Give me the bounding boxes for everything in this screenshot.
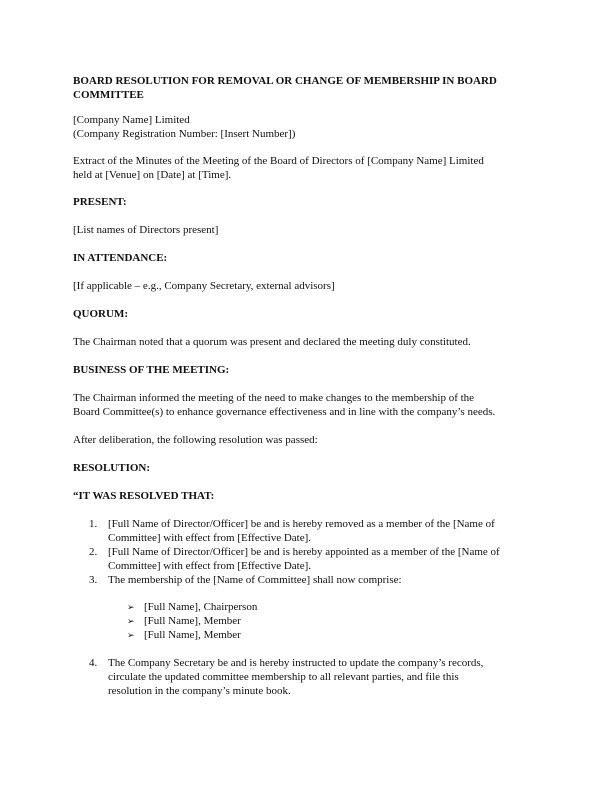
present-text: [List names of Directors present] <box>73 224 219 236</box>
business-heading: BUSINESS OF THE MEETING: <box>73 364 230 376</box>
resolution-heading: RESOLUTION: <box>73 462 151 474</box>
company-name: [Company Name] Limited <box>73 114 190 126</box>
extract-line-1: Extract of the Minutes of the Meeting of the Board of Directors of [Company Name] Limited <box>73 155 484 167</box>
document-title <box>73 74 553 102</box>
item-text <box>108 573 558 587</box>
present-heading: PRESENT: <box>73 196 127 208</box>
member-item: [Full Name], Member <box>144 629 241 641</box>
item-number: 3. <box>89 574 98 586</box>
business-line-2: Board Committee(s) to enhance governance effectiveness and in line with the company’s needs. <box>73 406 496 418</box>
item-line: [Full Name of Director/Officer] be and is hereby appointed as a member of the [Name of <box>108 546 500 558</box>
company-registration: (Company Registration Number: [Insert Number]) <box>73 128 296 140</box>
item-text <box>108 517 558 545</box>
company-block <box>73 113 553 141</box>
item-line: resolution in the company’s minute book. <box>108 685 291 697</box>
resolved-heading: “IT WAS RESOLVED THAT: <box>73 490 215 502</box>
item-line: Committee] with effect from [Effective Date]. <box>108 560 312 572</box>
item-line: The Company Secretary be and is hereby instructed to update the company’s records, <box>108 657 484 669</box>
quorum-heading: QUORUM: <box>73 308 128 320</box>
item-line: The membership of the [Name of Committee] shall now comprise: <box>108 574 402 586</box>
arrow-bullet-icon: ➢ <box>127 602 135 612</box>
arrow-bullet-icon: ➢ <box>127 630 135 640</box>
attendance-text: [If applicable – e.g., Company Secretary, external advisors] <box>73 280 335 292</box>
arrow-bullet-icon: ➢ <box>127 616 135 626</box>
business-line-1: The Chairman informed the meeting of the need to make changes to the membership of the <box>73 392 475 404</box>
item-text <box>108 545 558 573</box>
quorum-text: The Chairman noted that a quorum was present and declared the meeting duly constituted. <box>73 336 471 348</box>
item-line: [Full Name of Director/Officer] be and is hereby removed as a member of the [Name of <box>108 518 495 530</box>
title-line-1: BOARD RESOLUTION FOR REMOVAL OR CHANGE OF MEMBERSHIP IN BOARD <box>73 75 497 87</box>
attendance-heading: IN ATTENDANCE: <box>73 252 168 264</box>
business-paragraph <box>73 391 553 419</box>
item-line: circulate the updated committee membership to all relevant parties, and file this <box>108 671 459 683</box>
extract-line-2: held at [Venue] on [Date] at [Time]. <box>73 169 232 181</box>
item-text <box>108 656 558 698</box>
item-number: 4. <box>89 657 98 669</box>
member-item: [Full Name], Member <box>144 615 241 627</box>
item-number: 1. <box>89 518 98 530</box>
member-item: [Full Name], Chairperson <box>144 601 258 613</box>
title-line-2: COMMITTEE <box>73 89 144 101</box>
item-line: Committee] with effect from [Effective Date]. <box>108 532 312 544</box>
deliberation-text: After deliberation, the following resolution was passed: <box>73 434 318 446</box>
item-number: 2. <box>89 546 98 558</box>
extract-paragraph <box>73 154 553 182</box>
